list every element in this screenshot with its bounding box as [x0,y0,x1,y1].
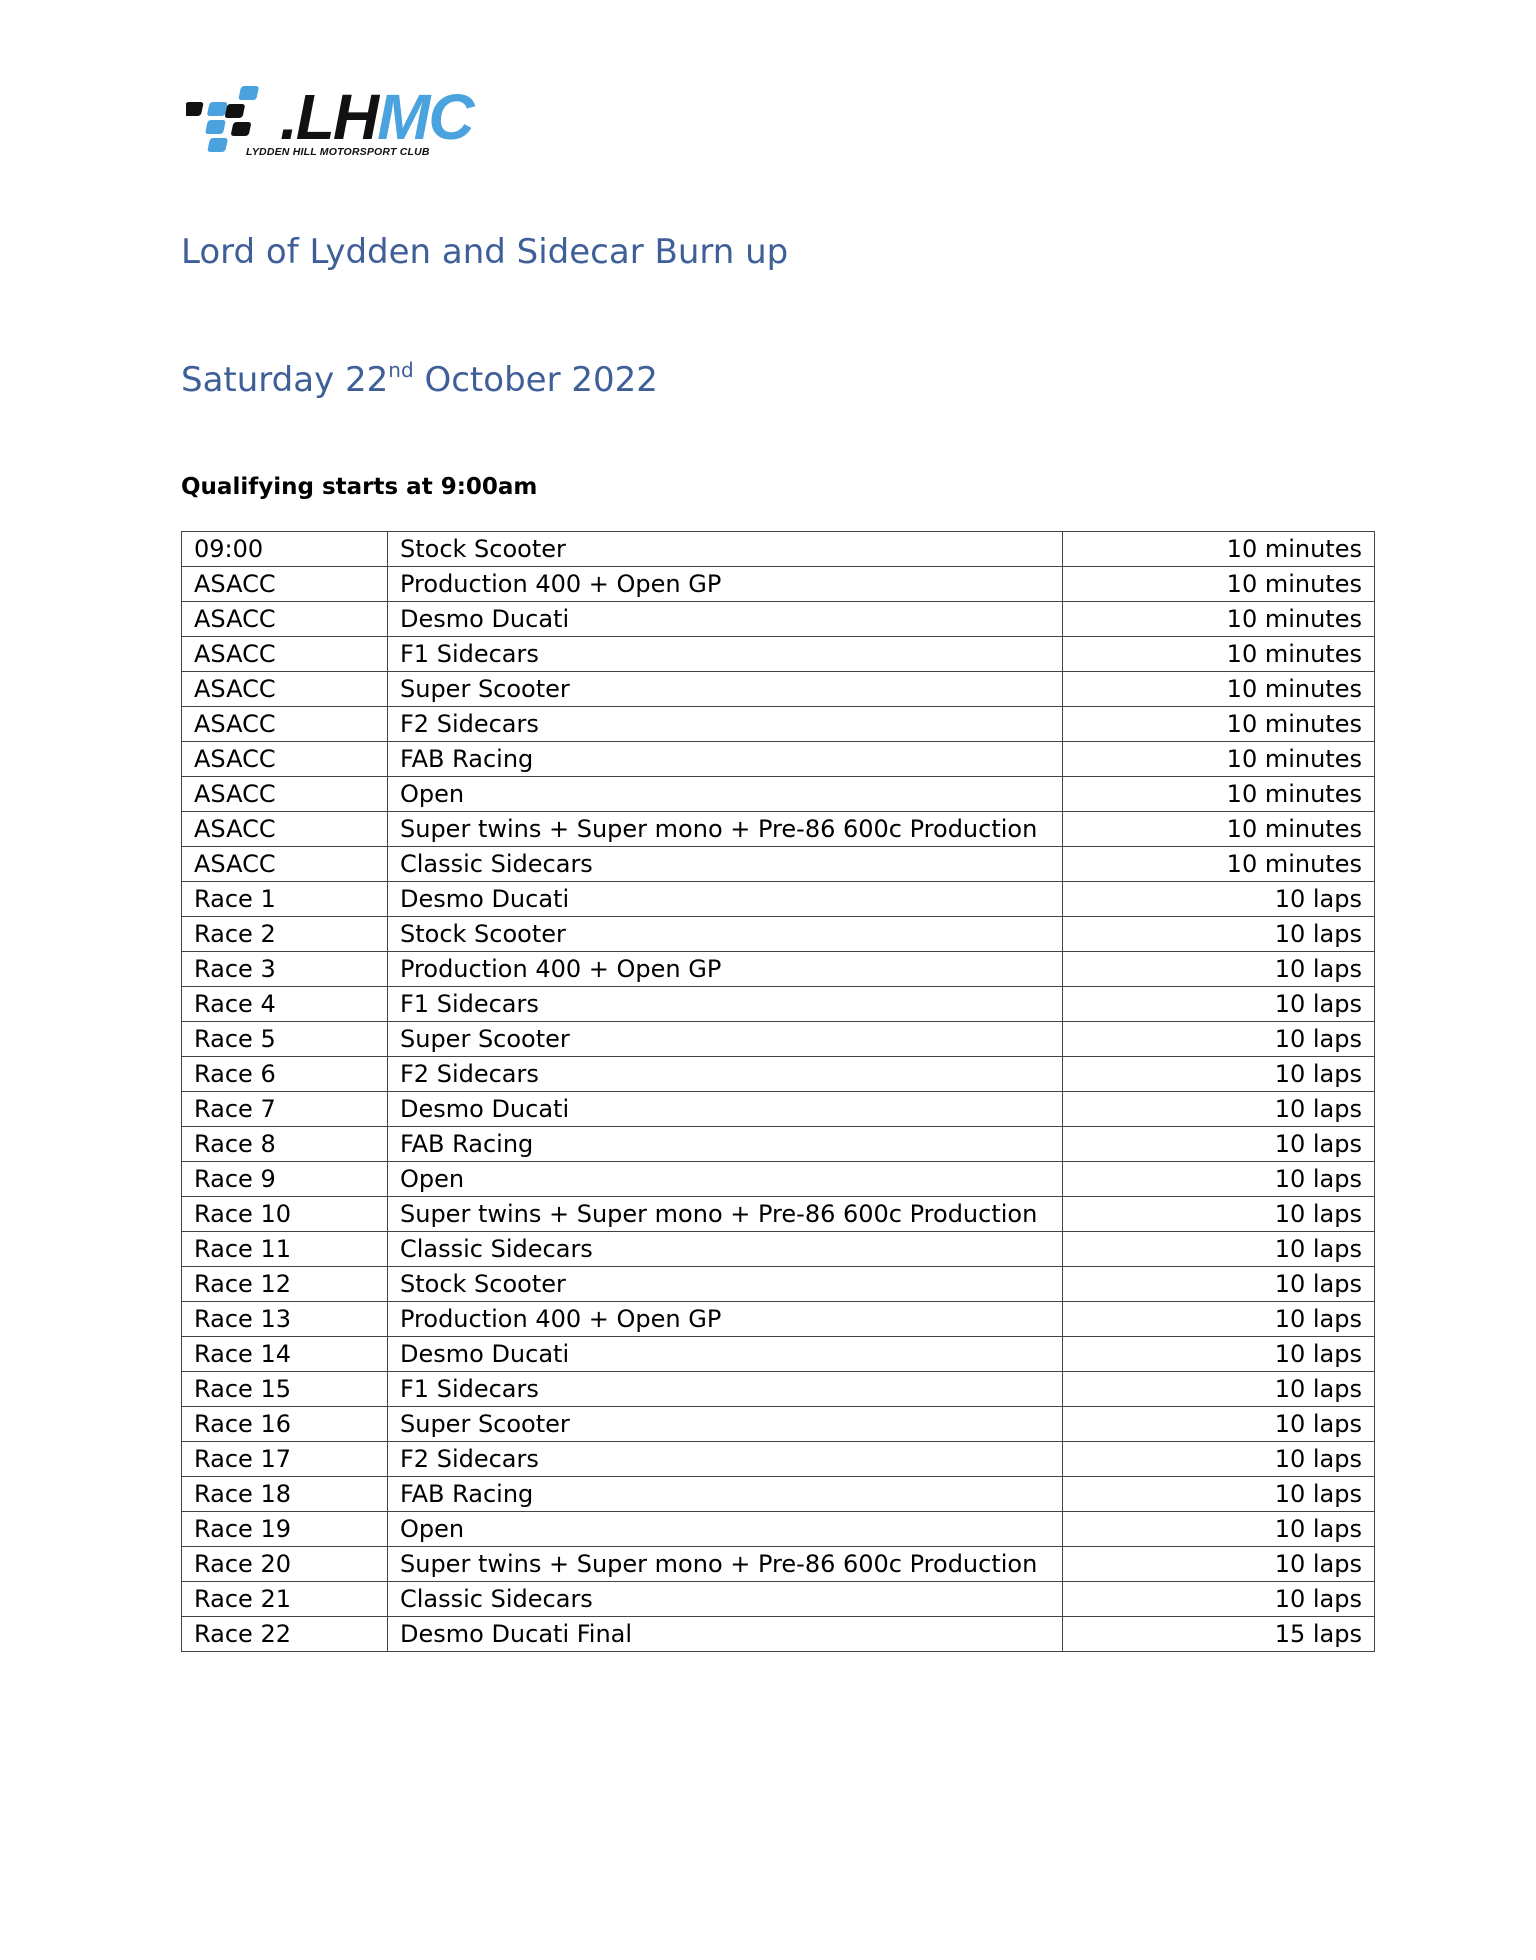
class-cell: Production 400 + Open GP [388,567,1063,602]
session-cell: Race 21 [182,1582,388,1617]
table-row [182,1337,1375,1372]
class-cell: Stock Scooter [388,917,1063,952]
table-row [182,602,1375,637]
schedule-table [181,531,1375,1652]
duration-cell: 10 laps [1063,1582,1375,1617]
session-cell: Race 16 [182,1407,388,1442]
session-cell: Race 20 [182,1547,388,1582]
table-row [182,1302,1375,1337]
session-cell: Race 6 [182,1057,388,1092]
page-title: Lord of Lydden and Sidecar Burn up [181,232,789,272]
table-row [182,1022,1375,1057]
duration-cell: 10 laps [1063,952,1375,987]
session-cell: ASACC [182,777,388,812]
class-cell: Classic Sidecars [388,1582,1063,1617]
session-cell: Race 12 [182,1267,388,1302]
class-cell: Desmo Ducati [388,602,1063,637]
duration-cell: 10 laps [1063,1302,1375,1337]
session-cell: Race 7 [182,1092,388,1127]
session-cell: Race 9 [182,1162,388,1197]
class-cell: Super Scooter [388,1407,1063,1442]
duration-cell: 10 laps [1063,1127,1375,1162]
duration-cell: 10 laps [1063,882,1375,917]
duration-cell: 10 minutes [1063,532,1375,567]
table-row [182,847,1375,882]
session-cell: Race 19 [182,1512,388,1547]
session-cell: 09:00 [182,532,388,567]
class-cell: FAB Racing [388,1477,1063,1512]
table-row [182,1582,1375,1617]
duration-cell: 10 laps [1063,917,1375,952]
table-row [182,1057,1375,1092]
duration-cell: 10 minutes [1063,672,1375,707]
session-cell: Race 5 [182,1022,388,1057]
table-row [182,1162,1375,1197]
table-row [182,987,1375,1022]
session-cell: Race 2 [182,917,388,952]
class-cell: Super Scooter [388,1022,1063,1057]
class-cell: FAB Racing [388,1127,1063,1162]
class-cell: Super twins + Super mono + Pre-86 600c Production [388,1197,1063,1232]
class-cell: Desmo Ducati [388,1092,1063,1127]
session-cell: Race 17 [182,1442,388,1477]
session-cell: ASACC [182,602,388,637]
class-cell: F2 Sidecars [388,707,1063,742]
duration-cell: 10 laps [1063,1407,1375,1442]
session-cell: Race 11 [182,1232,388,1267]
class-cell: F1 Sidecars [388,987,1063,1022]
table-row [182,672,1375,707]
session-cell: Race 15 [182,1372,388,1407]
duration-cell: 10 laps [1063,987,1375,1022]
class-cell: Super twins + Super mono + Pre-86 600c Production [388,1547,1063,1582]
session-cell: ASACC [182,637,388,672]
duration-cell: 10 laps [1063,1022,1375,1057]
class-cell: Stock Scooter [388,1267,1063,1302]
duration-cell: 10 laps [1063,1232,1375,1267]
class-cell: FAB Racing [388,742,1063,777]
table-row [182,1197,1375,1232]
class-cell: Open [388,1512,1063,1547]
table-row [182,1442,1375,1477]
duration-cell: 10 laps [1063,1162,1375,1197]
table-row [182,1232,1375,1267]
duration-cell: 10 laps [1063,1547,1375,1582]
session-cell: ASACC [182,812,388,847]
table-row [182,1127,1375,1162]
session-cell: ASACC [182,672,388,707]
class-cell: F1 Sidecars [388,637,1063,672]
table-row [182,707,1375,742]
table-row [182,1407,1375,1442]
duration-cell: 10 minutes [1063,847,1375,882]
class-cell: Super Scooter [388,672,1063,707]
session-cell: Race 22 [182,1617,388,1652]
class-cell: Super twins + Super mono + Pre-86 600c Production [388,812,1063,847]
class-cell: Classic Sidecars [388,847,1063,882]
logo-subtitle: LYDDEN HILL MOTORSPORT CLUB [246,146,430,158]
table-row [182,567,1375,602]
table-row [182,532,1375,567]
table-row [182,917,1375,952]
duration-cell: 10 laps [1063,1512,1375,1547]
session-cell: Race 1 [182,882,388,917]
class-cell: F2 Sidecars [388,1442,1063,1477]
table-row [182,882,1375,917]
class-cell: Classic Sidecars [388,1232,1063,1267]
duration-cell: 10 minutes [1063,602,1375,637]
class-cell: Desmo Ducati [388,1337,1063,1372]
duration-cell: 10 laps [1063,1267,1375,1302]
duration-cell: 10 minutes [1063,707,1375,742]
duration-cell: 15 laps [1063,1617,1375,1652]
duration-cell: 10 laps [1063,1372,1375,1407]
class-cell: Desmo Ducati Final [388,1617,1063,1652]
session-cell: Race 13 [182,1302,388,1337]
duration-cell: 10 laps [1063,1197,1375,1232]
session-cell: Race 4 [182,987,388,1022]
class-cell: Open [388,1162,1063,1197]
duration-cell: 10 laps [1063,1442,1375,1477]
event-date: Saturday 22nd October 2022 [181,358,658,400]
class-cell: F2 Sidecars [388,1057,1063,1092]
session-cell: ASACC [182,707,388,742]
table-row [182,1547,1375,1582]
session-cell: Race 8 [182,1127,388,1162]
table-row [182,1512,1375,1547]
class-cell: F1 Sidecars [388,1372,1063,1407]
duration-cell: 10 minutes [1063,567,1375,602]
duration-cell: 10 laps [1063,1057,1375,1092]
session-cell: Race 14 [182,1337,388,1372]
table-row [182,812,1375,847]
duration-cell: 10 laps [1063,1337,1375,1372]
session-cell: Race 3 [182,952,388,987]
duration-cell: 10 minutes [1063,637,1375,672]
table-row [182,742,1375,777]
table-row [182,1617,1375,1652]
session-cell: ASACC [182,567,388,602]
logo-wordmark: .LHMC [280,81,473,153]
class-cell: Open [388,777,1063,812]
duration-cell: 10 laps [1063,1477,1375,1512]
table-row [182,1372,1375,1407]
club-logo [186,81,473,166]
class-cell: Production 400 + Open GP [388,952,1063,987]
qualifying-note: Qualifying starts at 9:00am [181,474,538,500]
session-cell: Race 18 [182,1477,388,1512]
duration-cell: 10 minutes [1063,812,1375,847]
session-cell: ASACC [182,847,388,882]
session-cell: ASACC [182,742,388,777]
class-cell: Production 400 + Open GP [388,1302,1063,1337]
duration-cell: 10 laps [1063,1092,1375,1127]
table-row [182,777,1375,812]
class-cell: Desmo Ducati [388,882,1063,917]
duration-cell: 10 minutes [1063,777,1375,812]
table-row [182,1477,1375,1512]
duration-cell: 10 minutes [1063,742,1375,777]
class-cell: Stock Scooter [388,532,1063,567]
table-row [182,1092,1375,1127]
table-row [182,637,1375,672]
table-row [182,1267,1375,1302]
table-row [182,952,1375,987]
session-cell: Race 10 [182,1197,388,1232]
